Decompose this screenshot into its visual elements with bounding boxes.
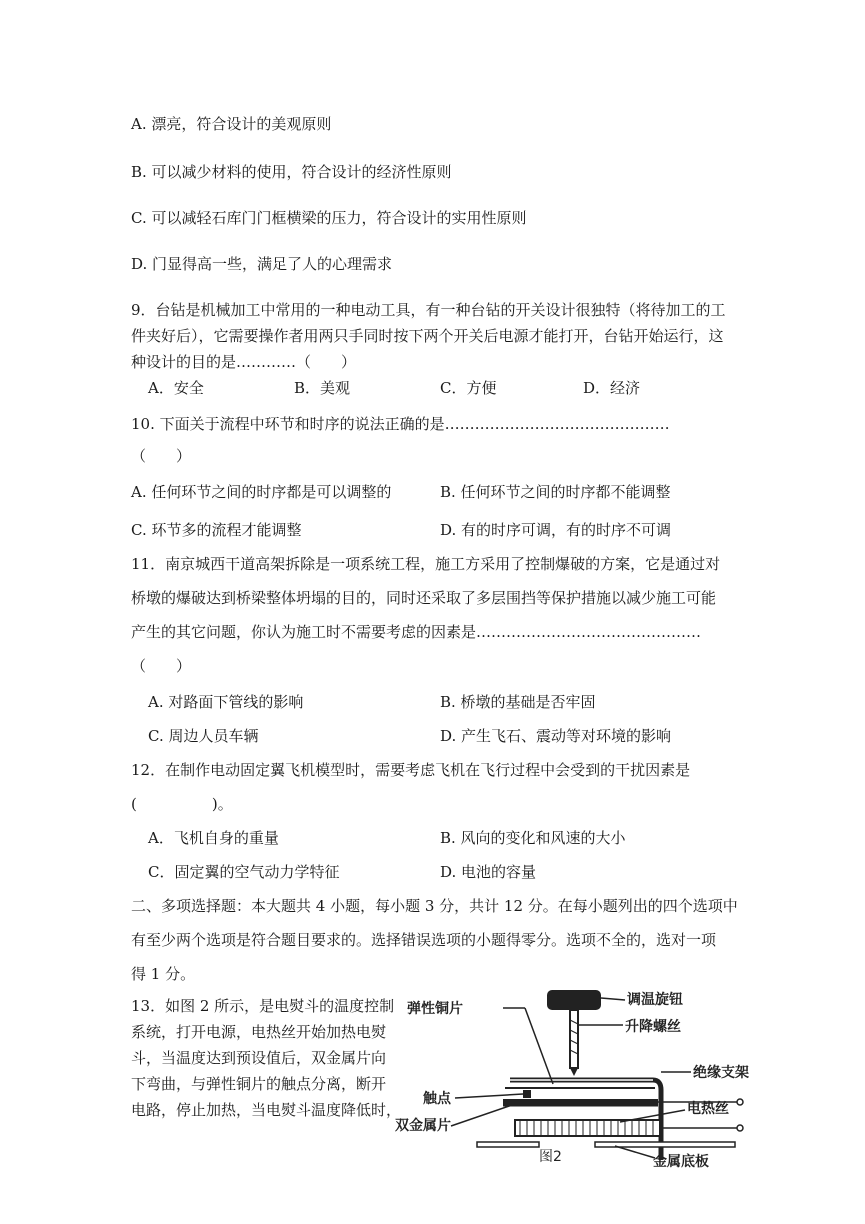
- q11-line-3: 产生的其它问题，你认为施工时不需要考虑的因素是………………………………………: [131, 623, 702, 641]
- q13-line-5: 电路，停止加热，当电熨斗温度降低时，: [131, 1101, 402, 1119]
- q13-line-1: 13．如图 2 所示，是电熨斗的温度控制: [131, 997, 395, 1015]
- q12-option-a: A．飞机自身的重量: [148, 829, 279, 847]
- q11-line-4: （ ）: [131, 657, 192, 675]
- q9-line-1: 9．台钻是机械加工中常用的一种电动工具，有一种台钻的开关设计很独特（将待加工的工: [131, 301, 726, 319]
- screw-shape: [570, 1010, 578, 1068]
- q11-option-d: D. 产生飞石、震动等对环境的影响: [440, 727, 672, 745]
- q11-option-c: C. 周边人员车辆: [148, 727, 259, 745]
- q12-line-2: ( )。: [131, 795, 233, 813]
- section-2-line-1: 二、多项选择题：本大题共 4 小题，每小题 3 分，共计 12 分。在每小题列出的四个选项中: [131, 897, 738, 915]
- q12-option-b: B. 风向的变化和风速的大小: [440, 829, 626, 847]
- q9-option-a: A．安全: [148, 379, 204, 397]
- figure-2-iron-diagram: [395, 980, 775, 1170]
- label-knob: 调温旋钮: [627, 992, 683, 1008]
- bimetal-shape: [503, 1099, 658, 1106]
- section-2-line-3: 得 1 分。: [131, 965, 196, 983]
- figure-caption: 图2: [539, 1149, 562, 1165]
- q8-option-b: B. 可以减少材料的使用，符合设计的经济性原则: [131, 163, 452, 181]
- label-insulator: 绝缘支架: [693, 1065, 749, 1081]
- q10-line-2: （ ）: [131, 447, 192, 465]
- label-screw: 升降螺丝: [625, 1019, 681, 1035]
- q10-option-b: B. 任何环节之间的时序都不能调整: [440, 483, 671, 501]
- label-heater: 电热丝: [687, 1101, 729, 1117]
- q12-line-1: 12．在制作电动固定翼飞机模型时，需要考虑飞机在飞行过程中会受到的干扰因素是: [131, 761, 691, 779]
- q10-line-1: 10. 下面关于流程中环节和时序的说法正确的是………………………………………: [131, 415, 670, 433]
- q11-line-2: 桥墩的爆破达到桥梁整体坍塌的目的，同时还采取了多层围挡等保护措施以减少施工可能: [131, 589, 717, 607]
- q9-line-2: 件夹好后），它需要操作者用两只手同时按下两个开关后电源才能打开，台钻开始运行，这: [131, 327, 724, 345]
- q10-option-c: C. 环节多的流程才能调整: [131, 521, 302, 539]
- q10-option-d: D. 有的时序可调，有的时序不可调: [440, 521, 672, 539]
- q9-option-d: D．经济: [583, 379, 641, 397]
- label-bimetal: 双金属片: [395, 1118, 451, 1134]
- label-copper: 弹性铜片: [407, 1001, 463, 1017]
- contact-shape: [523, 1090, 531, 1098]
- q12-option-c: C．固定翼的空气动力学特征: [148, 863, 340, 881]
- q11-line-1: 11．南京城西干道高架拆除是一项系统工程，施工方采用了控制爆破的方案，它是通过对: [131, 555, 721, 573]
- q8-option-a: A. 漂亮，符合设计的美观原则: [131, 115, 332, 133]
- q13-line-2: 系统，打开电源，电热丝开始加热电熨: [131, 1023, 387, 1041]
- q10-option-a: A. 任何环节之间的时序都是可以调整的: [131, 483, 392, 501]
- q13-line-3: 斗，当温度达到预设值后，双金属片向: [131, 1049, 387, 1067]
- q9-option-c: C．方便: [440, 379, 497, 397]
- q11-option-b: B. 桥墩的基础是否牢固: [440, 693, 596, 711]
- q13-line-4: 下弯曲，与弹性铜片的触点分离，断开: [131, 1075, 387, 1093]
- label-contact: 触点: [423, 1091, 451, 1107]
- q9-option-b: B．美观: [294, 379, 351, 397]
- q12-option-d: D. 电池的容量: [440, 863, 537, 881]
- section-2-line-2: 有至少两个选项是符合题目要求的。选择错误选项的小题得零分。选项不全的，选对一项: [131, 931, 717, 949]
- q9-line-3: 种设计的目的是…………（ ）: [131, 353, 357, 371]
- knob-shape: [547, 990, 601, 1010]
- q8-option-d: D. 门显得高一些，满足了人的心理需求: [131, 255, 393, 273]
- heater-body-shape: [515, 1120, 660, 1136]
- q8-option-c: C. 可以减轻石库门门框横梁的压力，符合设计的实用性原则: [131, 209, 527, 227]
- q11-option-a: A. 对路面下管线的影响: [148, 693, 304, 711]
- label-base: 金属底板: [653, 1154, 709, 1170]
- base-left-shape: [477, 1142, 539, 1147]
